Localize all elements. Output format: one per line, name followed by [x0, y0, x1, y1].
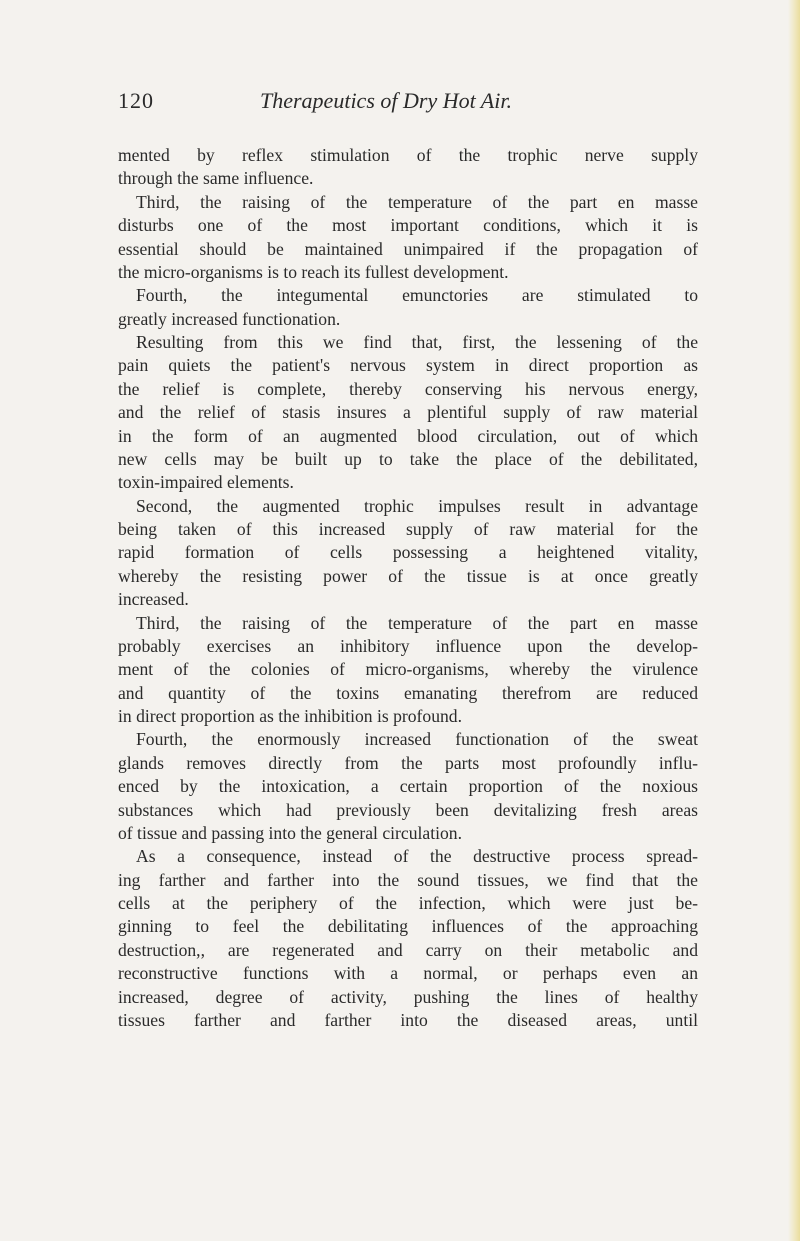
- text-line: Second, the augmented trophic impulses result in advantage: [136, 495, 698, 516]
- text-line: increased.: [118, 589, 189, 610]
- text-line: ginning to feel the debilitating influences of the approaching: [118, 916, 698, 937]
- text-line: cells at the periphery of the infection, which were just be-: [118, 893, 698, 913]
- text-line: As a consequence, instead of the destructive process spread-: [136, 846, 698, 867]
- text-line: destruction,, are regenerated and carry on their metabolic and: [118, 939, 698, 960]
- page-header: [118, 88, 698, 118]
- text-line: in the form of an augmented blood circulation, out of which: [118, 425, 698, 446]
- text-line: Third, the raising of the temperature of the part en masse: [136, 612, 698, 633]
- text-line: new cells may be built up to take the place of the debilitated,: [118, 448, 698, 469]
- text-line: Third, the raising of the temperature of the part en masse: [136, 191, 698, 212]
- page-edge: [788, 0, 800, 1241]
- text-line: pain quiets the patient's nervous system in direct proportion as: [118, 355, 698, 376]
- text-line: enced by the intoxication, a certain proportion of the noxious: [118, 776, 698, 797]
- text-line: tissues farther and farther into the diseased areas, until: [118, 1009, 698, 1030]
- text-line: substances which had previously been devitalizing fresh areas: [118, 799, 698, 820]
- text-line: through the same influence.: [118, 168, 314, 189]
- text-line: ing farther and farther into the sound tissues, we find that the: [118, 869, 698, 890]
- text-line: in direct proportion as the inhibition is profound.: [118, 706, 463, 726]
- text-line: glands removes directly from the parts most profoundly influ-: [118, 752, 698, 773]
- text-line: reconstructive functions with a normal, or perhaps even an: [118, 963, 698, 984]
- text-line: whereby the resisting power of the tissue is at once greatly: [118, 565, 698, 586]
- text-line: being taken of this increased supply of raw material for the: [118, 519, 698, 539]
- text-line: rapid formation of cells possessing a heightened vitality,: [118, 542, 698, 563]
- body-text: [118, 144, 698, 1032]
- text-line: disturbs one of the most important conditions, which it is: [118, 215, 698, 236]
- text-line: and the relief of stasis insures a plentiful supply of raw material: [118, 402, 698, 423]
- text-line: increased, degree of activity, pushing the lines of healthy: [118, 986, 698, 1007]
- text-line: and quantity of the toxins emanating therefrom are reduced: [118, 682, 698, 703]
- running-title: Therapeutics of Dry Hot Air.: [260, 88, 512, 113]
- text-line: ment of the colonies of micro-organisms, whereby the virulence: [118, 659, 698, 680]
- text-line: Fourth, the enormously increased functionation of the sweat: [136, 729, 698, 750]
- text-line: essential should be maintained unimpaired if the propagation of: [118, 238, 698, 259]
- text-line: Resulting from this we find that, first, the lessening of the: [136, 332, 698, 352]
- text-line: Fourth, the integumental emunctories are stimulated to: [136, 285, 698, 306]
- text-line: probably exercises an inhibitory influence upon the develop-: [118, 635, 698, 656]
- text-line: toxin-impaired elements.: [118, 472, 294, 493]
- text-line: mented by reflex stimulation of the trophic nerve supply: [118, 145, 698, 165]
- text-line: of tissue and passing into the general circulation.: [118, 822, 462, 843]
- text-line: the relief is complete, thereby conserving his nervous energy,: [118, 378, 698, 399]
- page-number: 120: [118, 88, 154, 113]
- text-line: greatly increased functionation.: [118, 308, 341, 329]
- text-line: the micro-organisms is to reach its fullest development.: [118, 261, 509, 282]
